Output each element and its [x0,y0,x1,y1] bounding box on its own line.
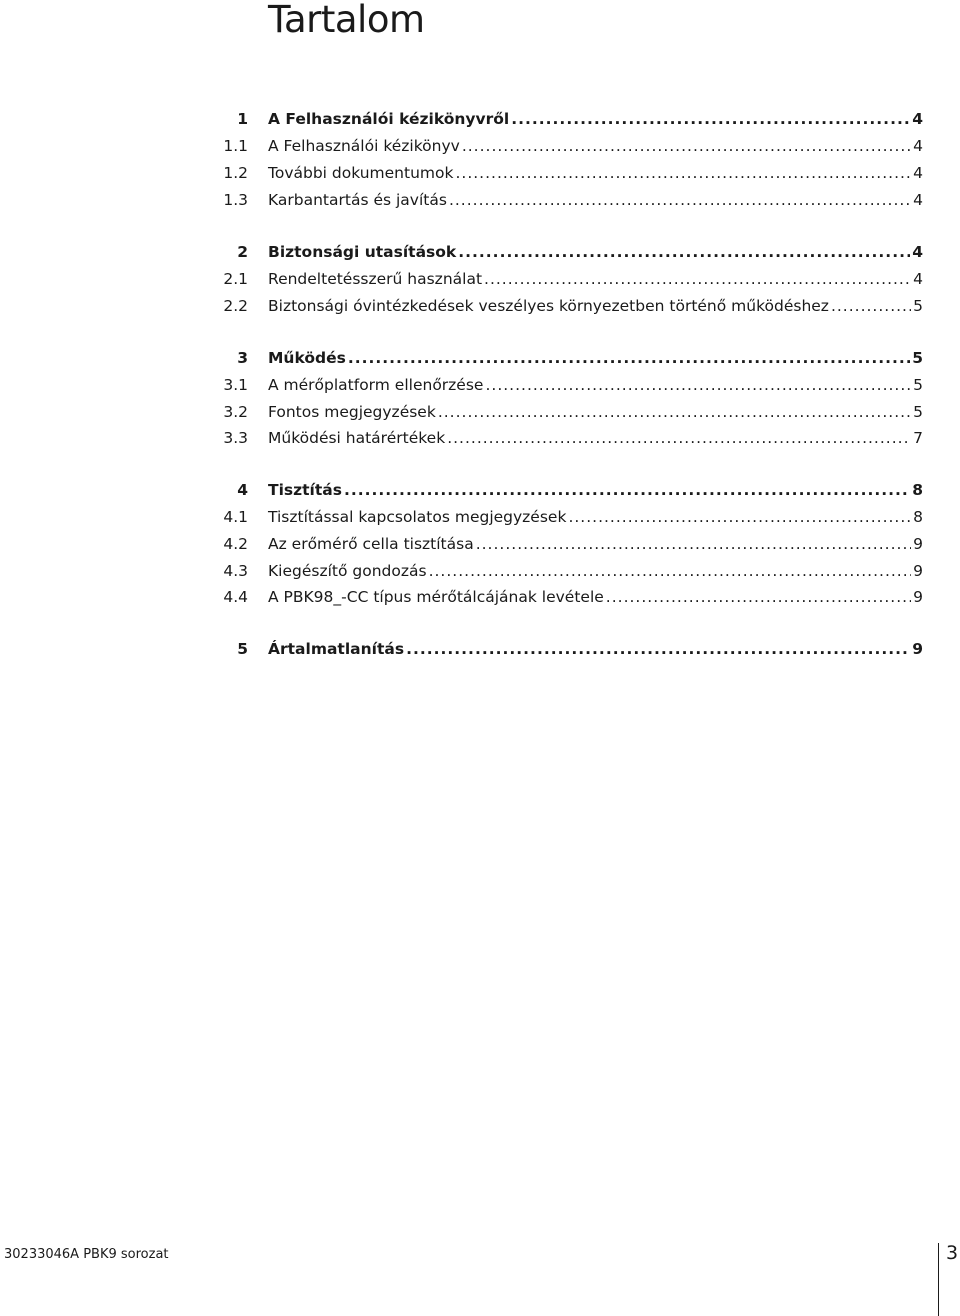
toc-entry-page: 5 [913,376,923,394]
toc-section-entry[interactable] [220,160,923,186]
toc-chapter-entry[interactable] [220,345,923,371]
toc-entry-page: 4 [912,243,923,261]
toc-entry-page: 5 [913,403,923,421]
toc-section-entry[interactable] [220,187,923,213]
toc-entry-number: 3.1 [223,376,248,394]
toc-entry-number: 5 [237,640,248,658]
toc-dot-leader [485,372,911,398]
footer-document-code: 30233046A PBK9 sorozat [4,1247,169,1262]
toc-entry-number: 4.1 [223,508,248,526]
toc-dot-leader [348,345,910,371]
toc-dot-leader [568,504,911,530]
toc-section-entry[interactable] [220,425,923,451]
toc-dot-leader [447,425,911,451]
toc-section-entry[interactable] [220,399,923,425]
page-title: Tartalom [268,0,425,41]
toc-entry-number: 3 [237,349,248,367]
toc-section-entry[interactable] [220,531,923,557]
toc-entry-title: Rendeltetésszerű használat [268,270,483,288]
toc-entry-title: Működés [268,349,346,367]
footer-page-number: 3 [946,1242,959,1264]
toc-entry-number: 4.2 [223,535,248,553]
toc-entry-title: Biztonsági óvintézkedések veszélyes környezetben történő működéshez [268,297,829,315]
toc-entry-title: Ártalmatlanítás [268,640,405,658]
toc-section-entry[interactable] [220,372,923,398]
toc-dot-leader [406,636,910,662]
toc-entry-page: 5 [913,297,923,315]
toc-entry-number: 2.1 [223,270,248,288]
toc-entry-title: További dokumentumok [268,164,454,182]
toc-dot-leader [831,293,911,319]
toc-dot-leader [511,106,910,132]
toc-entry-title: Az erőmérő cella tisztítása [268,535,474,553]
toc-dot-leader [476,531,911,557]
toc-entry-title: Karbantartás és javítás [268,191,447,209]
toc-section-entry[interactable] [220,133,923,159]
toc-entry-title: A mérőplatform ellenőrzése [268,376,484,394]
toc-dot-leader [455,160,911,186]
toc-entry-title: Biztonsági utasítások [268,243,457,261]
toc-entry-page: 9 [913,588,923,606]
toc-entry-number: 3.3 [223,429,248,447]
toc-entry-page: 4 [913,270,923,288]
toc-entry-number: 3.2 [223,403,248,421]
toc-entry-title: Kiegészítő gondozás [268,562,427,580]
toc-dot-leader [458,239,910,265]
footer-divider [938,1243,939,1316]
toc-entry-title: Tisztítás [268,481,342,499]
toc-chapter-entry[interactable] [220,636,923,662]
toc-section-entry[interactable] [220,293,923,319]
toc-entry-number: 1.2 [223,164,248,182]
toc-entry-title: A Felhasználói kézikönyvről [268,110,510,128]
toc-entry-number: 4.3 [223,562,248,580]
toc-entry-page: 4 [912,110,923,128]
toc-entry-page: 8 [912,481,923,499]
toc-dot-leader [429,558,912,584]
toc-dot-leader [449,187,911,213]
toc-entry-number: 1 [237,110,248,128]
toc-entry-page: 9 [913,535,923,553]
toc-entry-number: 4 [237,481,248,499]
toc-dot-leader [462,133,911,159]
toc-section-entry[interactable] [220,558,923,584]
toc-entry-number: 2 [237,243,248,261]
toc-dot-leader [484,266,911,292]
toc-dot-leader [344,477,910,503]
toc-chapter-entry[interactable] [220,239,923,265]
toc-entry-number: 1.3 [223,191,248,209]
toc-section-entry[interactable] [220,504,923,530]
toc-entry-page: 4 [913,191,923,209]
toc-section-entry[interactable] [220,584,923,610]
toc-entry-title: A PBK98_-CC típus mérőtálcájának levétele [268,588,604,606]
toc-entry-page: 7 [913,429,923,447]
toc-entry-title: Tisztítással kapcsolatos megjegyzések [268,508,567,526]
toc-chapter-entry[interactable] [220,106,923,132]
toc-entry-page: 9 [913,562,923,580]
toc-entry-page: 4 [913,137,923,155]
toc-entry-page: 4 [913,164,923,182]
toc-entry-number: 4.4 [223,588,248,606]
toc-entry-page: 5 [912,349,923,367]
toc-dot-leader [438,399,911,425]
toc-entry-title: Működési határértékek [268,429,446,447]
toc-entry-page: 9 [912,640,923,658]
toc-section-entry[interactable] [220,266,923,292]
toc-entry-number: 2.2 [223,297,248,315]
toc-entry-page: 8 [913,508,923,526]
toc-entry-title: Fontos megjegyzések [268,403,436,421]
toc-entry-number: 1.1 [223,137,248,155]
toc-dot-leader [606,584,911,610]
toc-chapter-entry[interactable] [220,477,923,503]
toc-entry-title: A Felhasználói kézikönyv [268,137,460,155]
